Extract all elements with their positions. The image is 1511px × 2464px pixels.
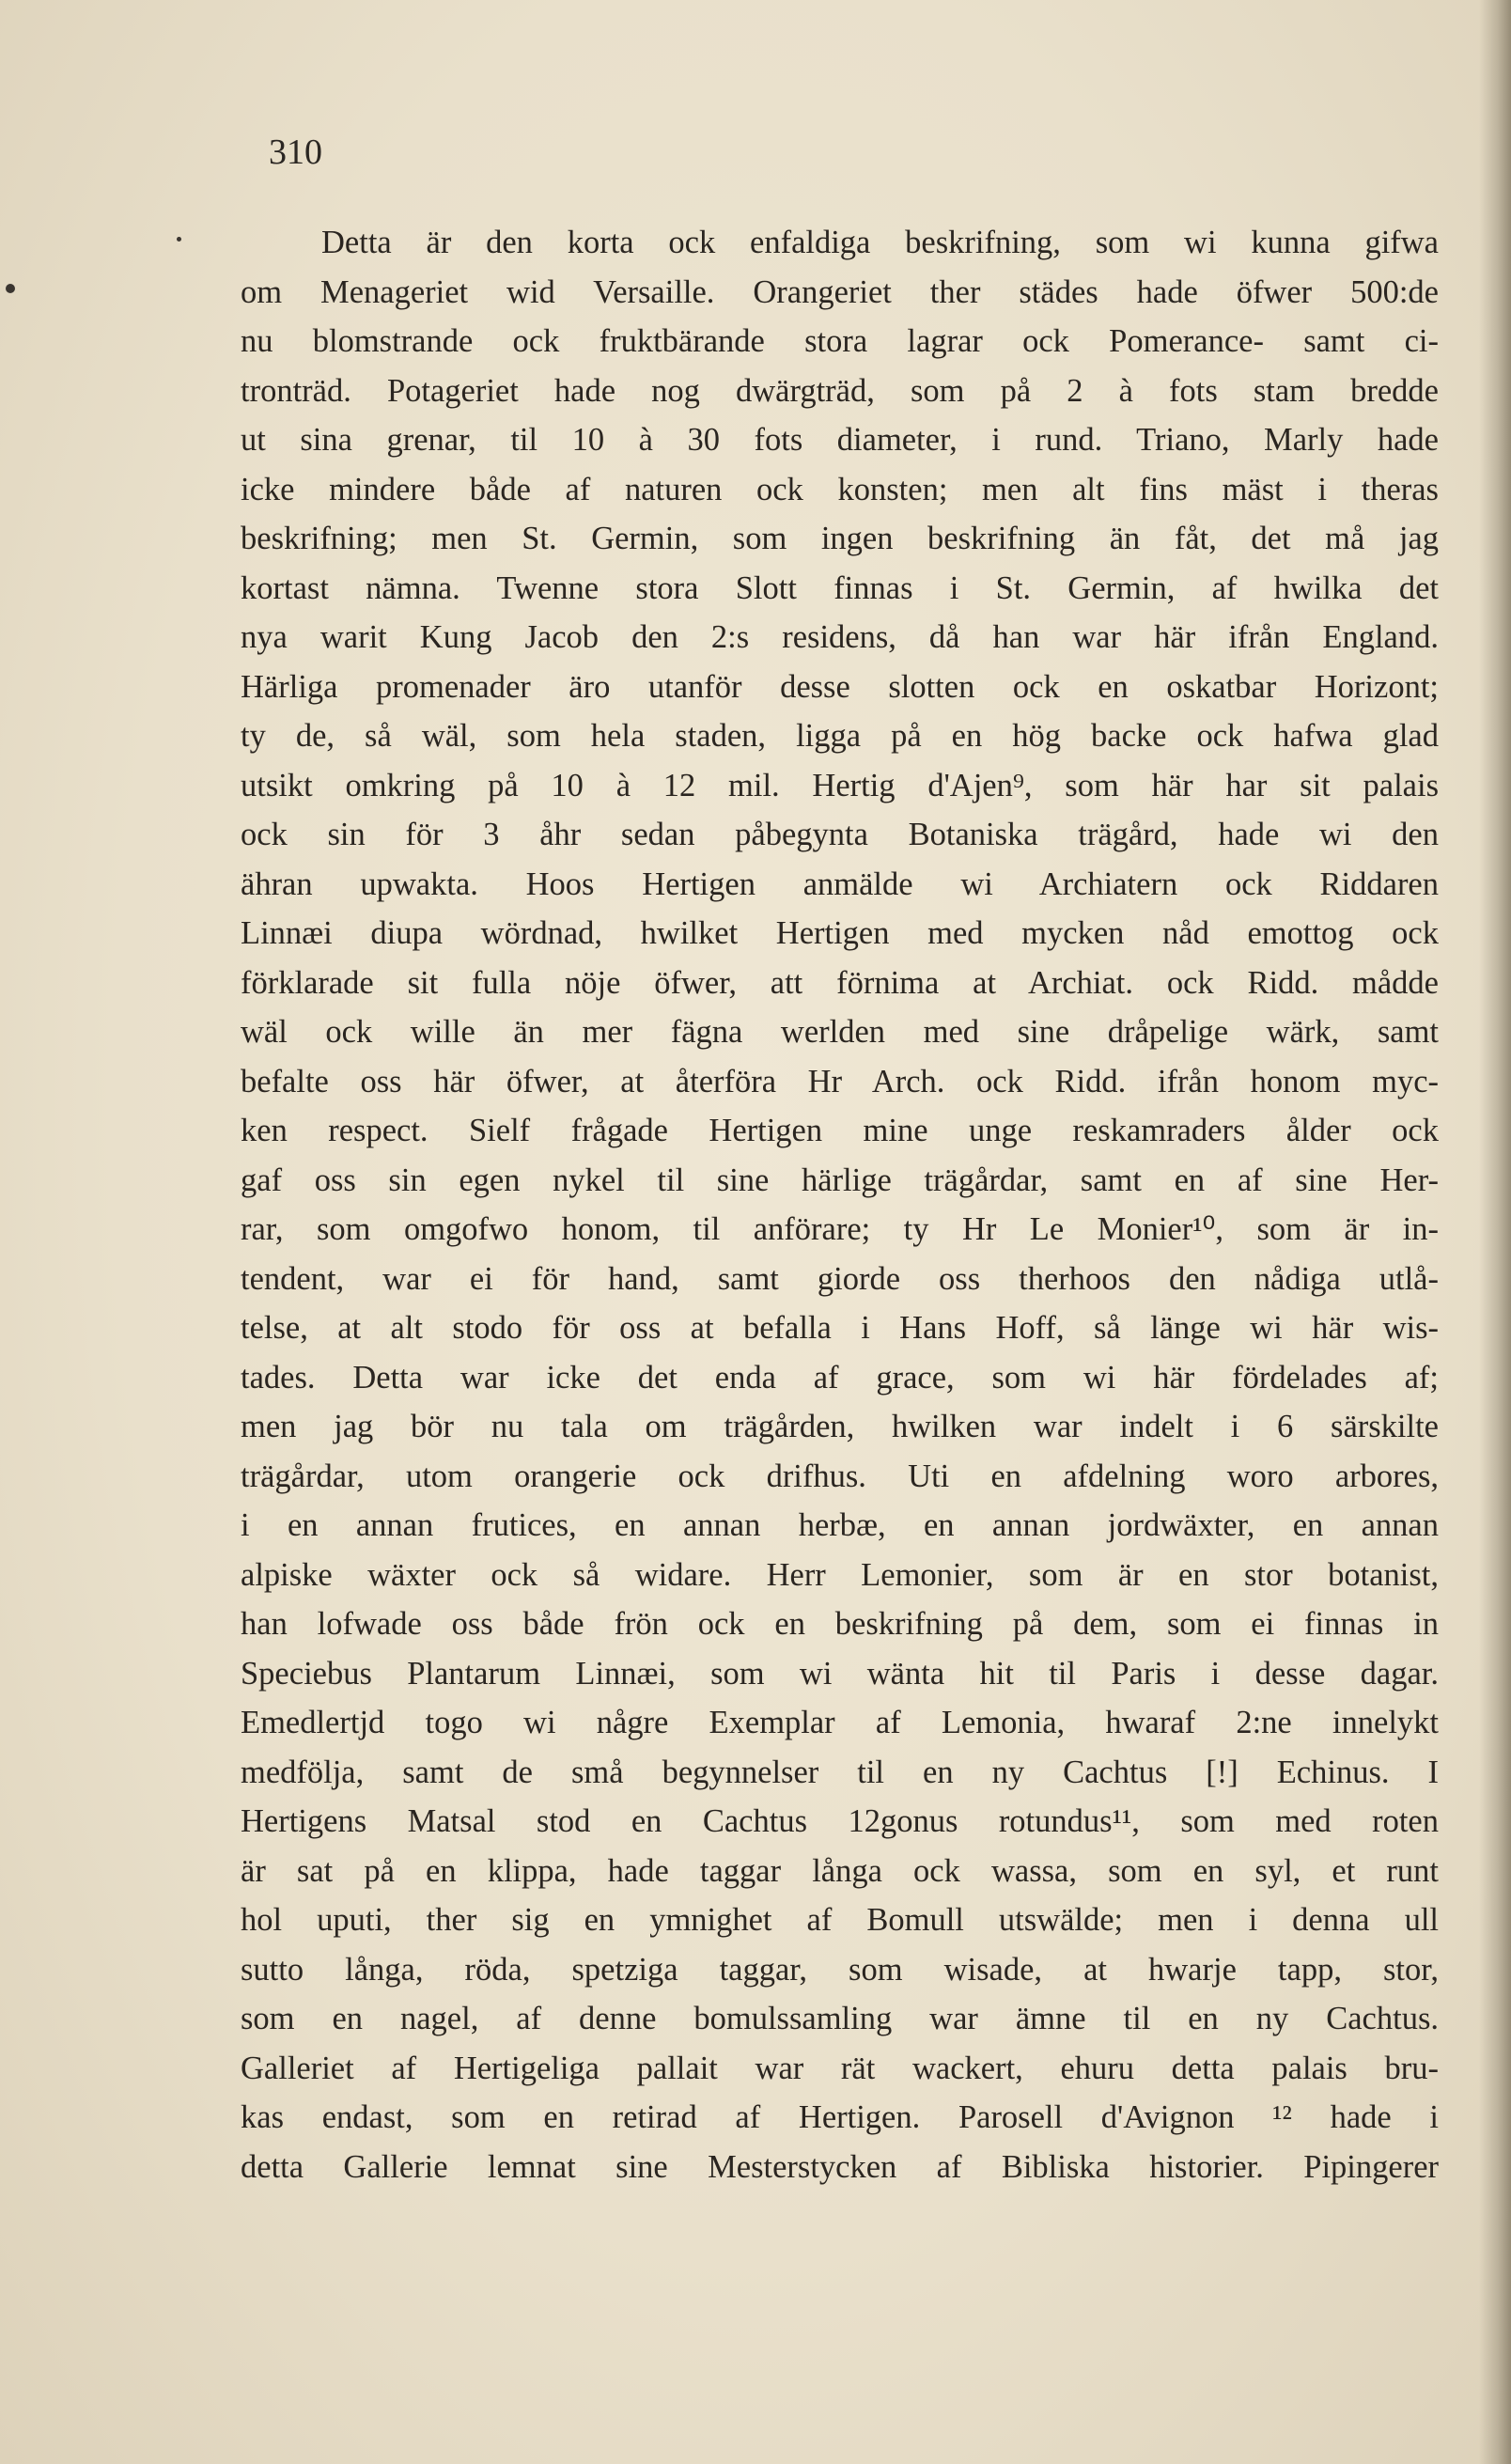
text-line: är sat på en klippa, hade taggar långa ock wassa, som en syl, et runt bbox=[241, 1852, 1439, 1889]
page-edge-shadow bbox=[1479, 0, 1511, 2464]
text-line: detta Gallerie lemnat sine Mesterstycken af Bibliska historier. Pipingerer bbox=[241, 2148, 1439, 2185]
text-line: Galleriet af Hertigeliga pallait war rät wackert, ehuru detta palais bru- bbox=[241, 2050, 1439, 2086]
text-line: om Menageriet wid Versaille. Orangeriet ther städes hade öfwer 500:de bbox=[241, 273, 1439, 310]
text-line: ock sin för 3 åhr sedan påbegynta Botaniska trägård, hade wi den bbox=[241, 817, 1439, 852]
text-line: Linnæi diupa wördnad, hwilket Hertigen med mycken nåd emottog ock bbox=[241, 915, 1439, 951]
text-line: kortast nämna. Twenne stora Slott finnas i St. Germin, af hwilka det bbox=[241, 569, 1439, 606]
text-line: som en nagel, af denne bomulssamling war ämne til en ny Cachtus. bbox=[241, 2001, 1439, 2036]
text-line: men jag bör nu tala om trägården, hwilken war indelt i 6 särskilte bbox=[241, 1409, 1439, 1444]
text-line: sutto långa, röda, spetziga taggar, som wisade, at hwarje tapp, stor, bbox=[241, 1951, 1439, 1988]
text-line: tendent, war ei för hand, samt giorde oss therhoos den nådiga utlå- bbox=[241, 1260, 1439, 1297]
text-line: ty de, så wäl, som hela staden, ligga på en hög backe ock hafwa glad bbox=[241, 718, 1439, 754]
text-line: utsikt omkring på 10 à 12 mil. Hertig d'Ajen⁹, som här har sit palais bbox=[241, 767, 1439, 803]
text-line: förklarade sit fulla nöje öfwer, att förnima at Archiat. ock Ridd. mådde bbox=[241, 964, 1439, 1001]
text-line: Speciebus Plantarum Linnæi, som wi wänta hit til Paris i desse dagar. bbox=[241, 1655, 1439, 1692]
text-line: kas endast, som en retirad af Hertigen. Parosell d'Avignon ¹² hade i bbox=[241, 2099, 1439, 2135]
text-line: beskrifning; men St. Germin, som ingen beskrifning än fåt, det må jag bbox=[241, 521, 1439, 556]
text-line: nu blomstrande ock fruktbärande stora lagrar ock Pomerance- samt ci- bbox=[241, 323, 1439, 359]
text-line: trägårdar, utom orangerie ock drifhus. Uti en afdelning woro arbores, bbox=[241, 1458, 1439, 1494]
text-line: Hertigens Matsal stod en Cachtus 12gonus rotundus¹¹, som med roten bbox=[241, 1803, 1439, 1839]
text-line: rar, som omgofwo honom, til anförare; ty Hr Le Monier¹⁰, som är in- bbox=[241, 1211, 1439, 1247]
page-number: 310 bbox=[269, 133, 322, 172]
text-line: ken respect. Sielf frågade Hertigen mine unge reskamraders ålder ock bbox=[241, 1113, 1439, 1148]
ink-speck bbox=[6, 284, 15, 293]
text-line: Detta är den korta ock enfaldiga beskrifning, som wi kunna gifwa bbox=[321, 225, 1439, 260]
text-line: medfölja, samt de små begynnelser til en ny Cachtus [!] Echinus. I bbox=[241, 1754, 1439, 1790]
text-line: nya warit Kung Jacob den 2:s residens, då han war här ifrån England. bbox=[241, 619, 1439, 655]
text-line: Emedlertjd togo wi någre Exemplar af Lemonia, hwaraf 2:ne innelykt bbox=[241, 1705, 1439, 1740]
text-line: gaf oss sin egen nykel til sine härlige trägårdar, samt en af sine Her- bbox=[241, 1162, 1439, 1198]
body-text bbox=[241, 218, 1439, 2191]
text-line: telse, at alt stodo för oss at befalla i Hans Hoff, så länge wi här wis- bbox=[241, 1310, 1439, 1346]
text-line: alpiske wäxter ock så widare. Herr Lemonier, som är en stor botanist, bbox=[241, 1556, 1439, 1593]
text-line: tronträd. Potageriet hade nog dwärgträd, som på 2 à fots stam bredde bbox=[241, 372, 1439, 409]
text-line: han lofwade oss både frön ock en beskrifning på dem, som ei finnas in bbox=[241, 1606, 1439, 1642]
text-line: befalte oss här öfwer, at återföra Hr Arch. ock Ridd. ifrån honom myc- bbox=[241, 1063, 1439, 1099]
text-line: i en annan frutices, en annan herbæ, en annan jordwäxter, en annan bbox=[241, 1507, 1439, 1543]
text-line: hol uputi, ther sig en ymnighet af Bomull utswälde; men i denna ull bbox=[241, 1902, 1439, 1938]
text-line: ut sina grenar, til 10 à 30 fots diameter, i rund. Triano, Marly hade bbox=[241, 422, 1439, 458]
ink-speck bbox=[177, 237, 181, 242]
text-line: tades. Detta war icke det enda af grace, som wi här fördelades af; bbox=[241, 1359, 1439, 1396]
text-line: ähran upwakta. Hoos Hertigen anmälde wi Archiatern ock Riddaren bbox=[241, 866, 1439, 902]
text-line: Härliga promenader äro utanför desse slotten ock en oskatbar Horizont; bbox=[241, 668, 1439, 705]
text-line: wäl ock wille än mer fägna werlden med sine dråpelige wärk, samt bbox=[241, 1014, 1439, 1050]
text-line: icke mindere både af naturen ock konsten; men alt fins mäst i theras bbox=[241, 471, 1439, 507]
